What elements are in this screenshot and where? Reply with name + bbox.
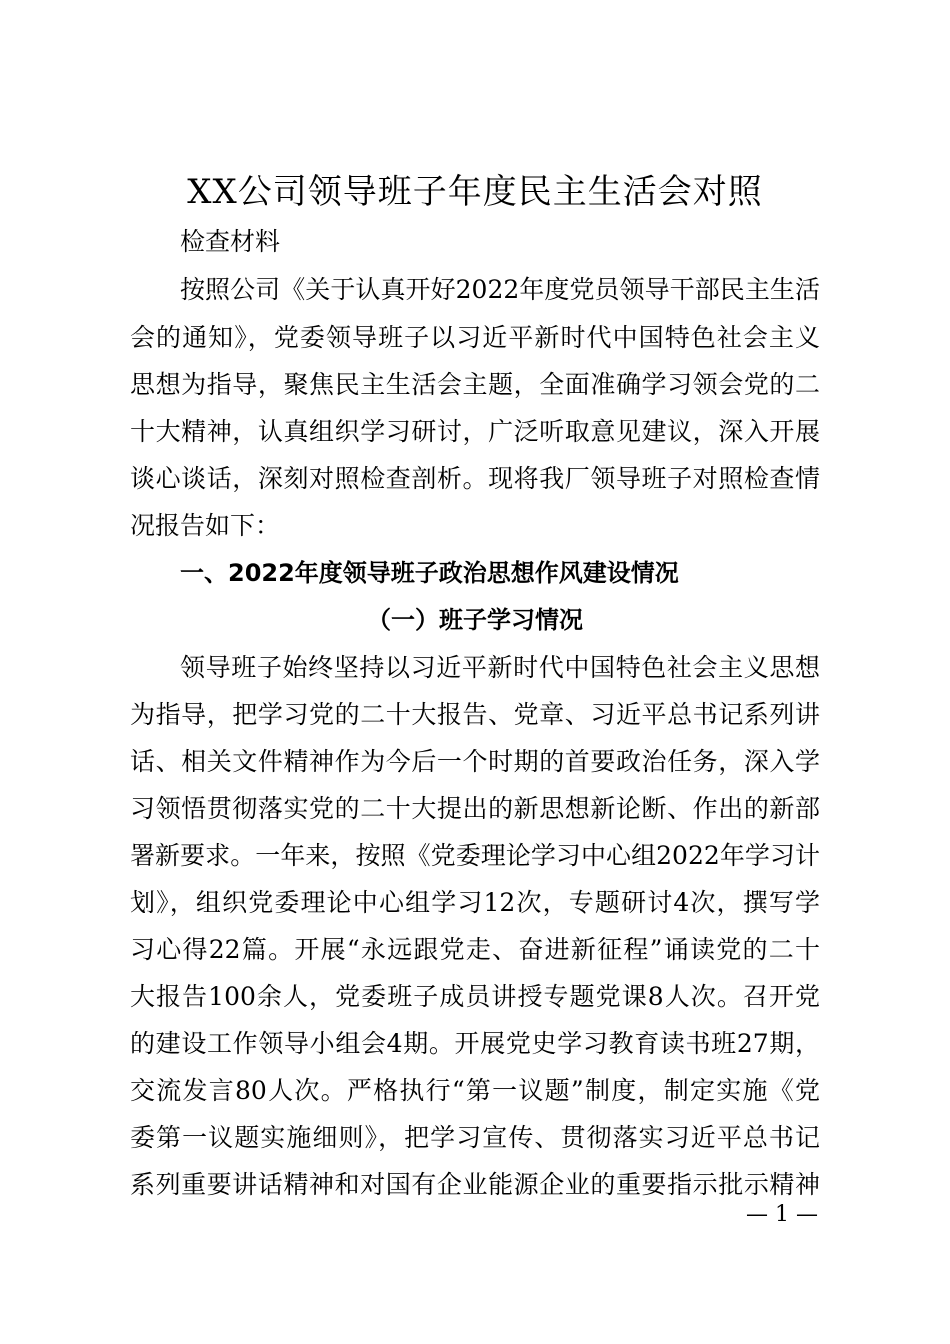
paragraph-line: 署新要求。一年来，按照《党委理论学习中心组2022年学习计 [130,841,820,870]
paragraph-line: 为指导，把学习党的二十大报告、党章、习近平总书记系列讲 [130,700,820,729]
paragraph-line: 况报告如下： [130,511,281,540]
paragraph-line: 委第一议题实施细则》，把学习宣传、贯彻落实习近平总书记 [130,1123,820,1152]
paragraph-line: 划》，组织党委理论中心组学习12次，专题研讨4次，撰写学 [130,888,820,917]
paragraph-line: 交流发言80人次。严格执行“第一议题”制度，制定实施《党 [130,1076,820,1105]
paragraph-line: 领导班子始终坚持以习近平新时代中国特色社会主义思想 [180,653,820,682]
subsection-heading: （一）班子学习情况 [367,605,583,634]
paragraph-line: 按照公司《关于认真开好2022年度党员领导干部民主生活 [180,275,820,304]
paragraph-line: 的建设工作领导小组会4期。开展党史学习教育读书班27期， [130,1029,820,1058]
paragraph-line: 会的通知》，党委领导班子以习近平新时代中国特色社会主义 [130,323,820,352]
section-heading: 一、2022年度领导班子政治思想作风建设情况 [180,559,679,587]
paragraph-line: 系列重要讲话精神和对国有企业能源企业的重要指示批示精神 [130,1170,820,1199]
paragraph-line: 话、相关文件精神作为今后一个时期的首要政治任务，深入学 [130,747,820,776]
document-subtitle: 检查材料 [180,227,281,256]
paragraph-line: 大报告100余人，党委班子成员讲授专题党课8人次。召开党 [130,982,820,1011]
page-number: — 1 — [746,1202,818,1227]
paragraph-line: 思想为指导，聚焦民主生活会主题，全面准确学习领会党的二 [130,370,820,399]
paragraph-line: 谈心谈话，深刻对照检查剖析。现将我厂领导班子对照检查情 [130,464,820,493]
document-title: XX公司领导班子年度民主生活会对照 [187,172,763,212]
paragraph-line: 十大精神，认真组织学习研讨，广泛听取意见建议，深入开展 [130,417,820,446]
paragraph-line: 习心得22篇。开展“永远跟党走、奋进新征程”诵读党的二十 [130,935,820,964]
paragraph-line: 习领悟贯彻落实党的二十大提出的新思想新论断、作出的新部 [130,794,820,823]
